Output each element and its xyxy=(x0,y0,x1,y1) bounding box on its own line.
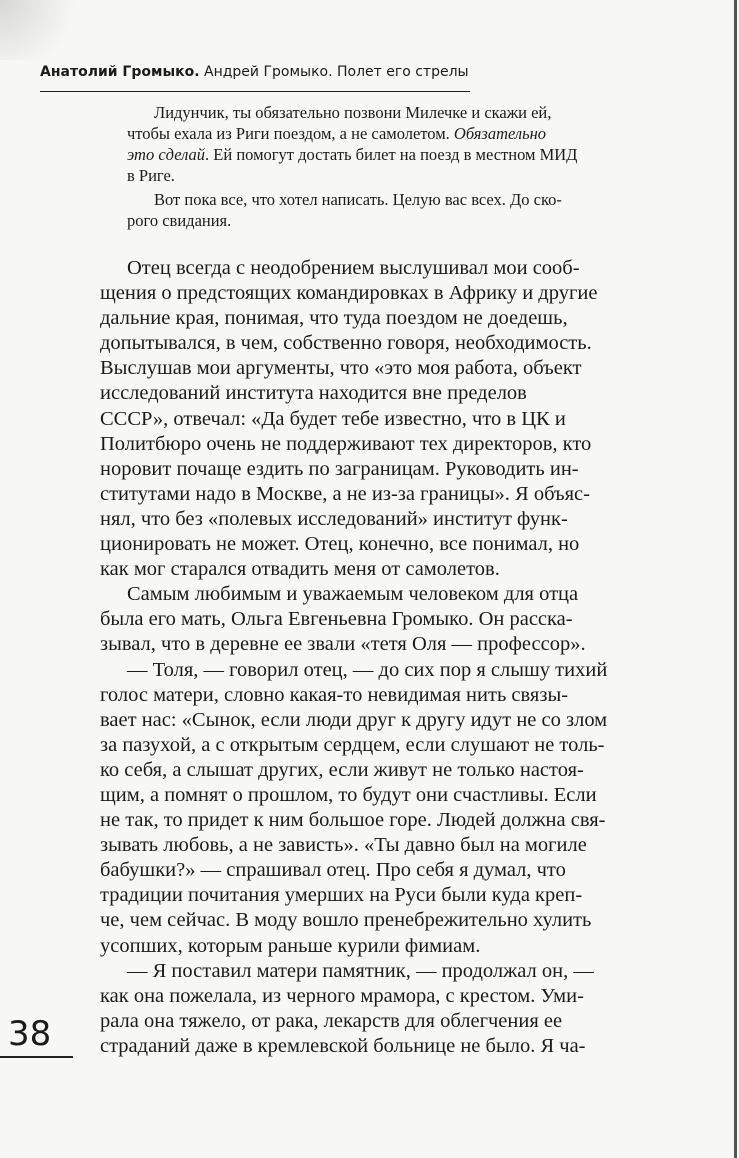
header-author: Анатолий Громыко. xyxy=(40,64,200,80)
text-line: традиции почитания умерших на Руси были куда креп- xyxy=(100,884,583,907)
text-line: за пазухой, а с открытым сердцем, если слушают не толь- xyxy=(100,733,605,756)
text-line: щения о предстоящих командировках в Африку и другие xyxy=(100,282,598,305)
text-line: Самым любимым и уважаемым человеком для отца xyxy=(127,583,579,606)
text-line: была его мать, Ольга Евгеньевна Громыко. Он расска- xyxy=(100,608,573,631)
header-title: Андрей Громыко. Полет его стрелы xyxy=(204,64,469,80)
text-line: СССР», отвечал: «Да будет тебе известно, что в ЦК и xyxy=(100,407,566,430)
letter-line: рого свидания. xyxy=(127,211,232,230)
letter-line: Лидунчик, ты обязательно позвони Милечке и скажи ей, xyxy=(154,103,552,122)
letter-paragraph-1 xyxy=(127,102,657,186)
text-line: зывал, что в деревне ее звали «тетя Оля — профессор». xyxy=(100,633,586,656)
text-line: рала она тяжело, от рака, лекарств для облегчения ее xyxy=(100,1009,563,1032)
text-line: голос матери, словно какая-то невидимая нить связы- xyxy=(100,683,569,706)
letter-emphasis: Обязательно xyxy=(453,124,547,143)
text-line: — Толя, — говорил отец, — до сих пор я слышу тихий xyxy=(127,658,608,681)
letter-line-text: . Ей помогут достать билет на поезд в местном МИД xyxy=(205,145,578,164)
text-line: дальние края, понимая, что туда поездом не доедешь, xyxy=(100,307,568,330)
letter-line-text: чтобы ехала из Риги поездом, а не самолетом. xyxy=(127,124,450,143)
text-line: ко себя, а слышат других, если живут не только настоя- xyxy=(100,758,584,781)
text-line: вает нас: «Сынок, если люди друг к другу идут не со злом xyxy=(100,708,608,731)
text-line: норовит почаще ездить по заграницам. Руководить ин- xyxy=(100,457,579,480)
text-line: бабушки?» — спрашивал отец. Про себя я думал, что xyxy=(100,859,566,882)
text-line: че, чем сейчас. В моду вошло пренебрежительно хулить xyxy=(100,909,592,932)
letter-excerpt xyxy=(127,102,657,231)
text-line: исследований института находится вне пределов xyxy=(100,382,527,405)
main-text xyxy=(100,256,660,1059)
letter-line: в Риге. xyxy=(127,166,175,185)
letter-paragraph-2 xyxy=(127,189,657,231)
text-line: не так, то придет к ним большое горе. Людей должна свя- xyxy=(100,809,606,832)
page-number-rule xyxy=(0,1056,73,1058)
page-number: 38 xyxy=(8,1014,52,1054)
text-line: как она пожелала, из черного мрамора, с крестом. Уми- xyxy=(100,984,584,1007)
text-line: ционировать не может. Отец, конечно, все понимал, но xyxy=(100,533,580,556)
text-line: Выслушав мои аргументы, что «это моя работа, объект xyxy=(100,357,582,380)
text-line: страданий даже в кремлевской больнице не было. Я ча- xyxy=(100,1034,586,1057)
text-line: допытывался, в чем, собственно говоря, необходимость. xyxy=(100,332,592,355)
letter-line: Вот пока все, что хотел написать. Целую вас всех. До ско- xyxy=(154,190,562,209)
text-line: нял, что без «полевых исследований» институт функ- xyxy=(100,507,568,530)
running-header xyxy=(40,64,470,80)
letter-emphasis: это сделай xyxy=(127,145,206,164)
scan-corner-shadow xyxy=(0,0,90,60)
text-line: как мог старался отвадить меня от самолетов. xyxy=(100,558,500,581)
text-line: ститутами надо в Москве, а не из-за границы». Я объяс- xyxy=(100,482,590,505)
header-rule xyxy=(40,91,470,92)
text-line: Отец всегда с неодобрением выслушивал мои сооб- xyxy=(127,257,580,279)
text-line: зывать любовь, а не зависть». «Ты давно был на могиле xyxy=(100,834,587,857)
text-line: усопших, которым раньше курили фимиам. xyxy=(100,934,481,957)
letter-line xyxy=(127,123,657,144)
letter-line xyxy=(127,144,657,165)
text-line: — Я поставил матери памятник, — продолжал он, — xyxy=(127,959,594,982)
text-line: Политбюро очень не поддерживают тех директоров, кто xyxy=(100,432,592,455)
scan-right-edge xyxy=(734,0,737,1158)
text-line: щим, а помнят о прошлом, то будут они счастливы. Если xyxy=(100,783,597,806)
